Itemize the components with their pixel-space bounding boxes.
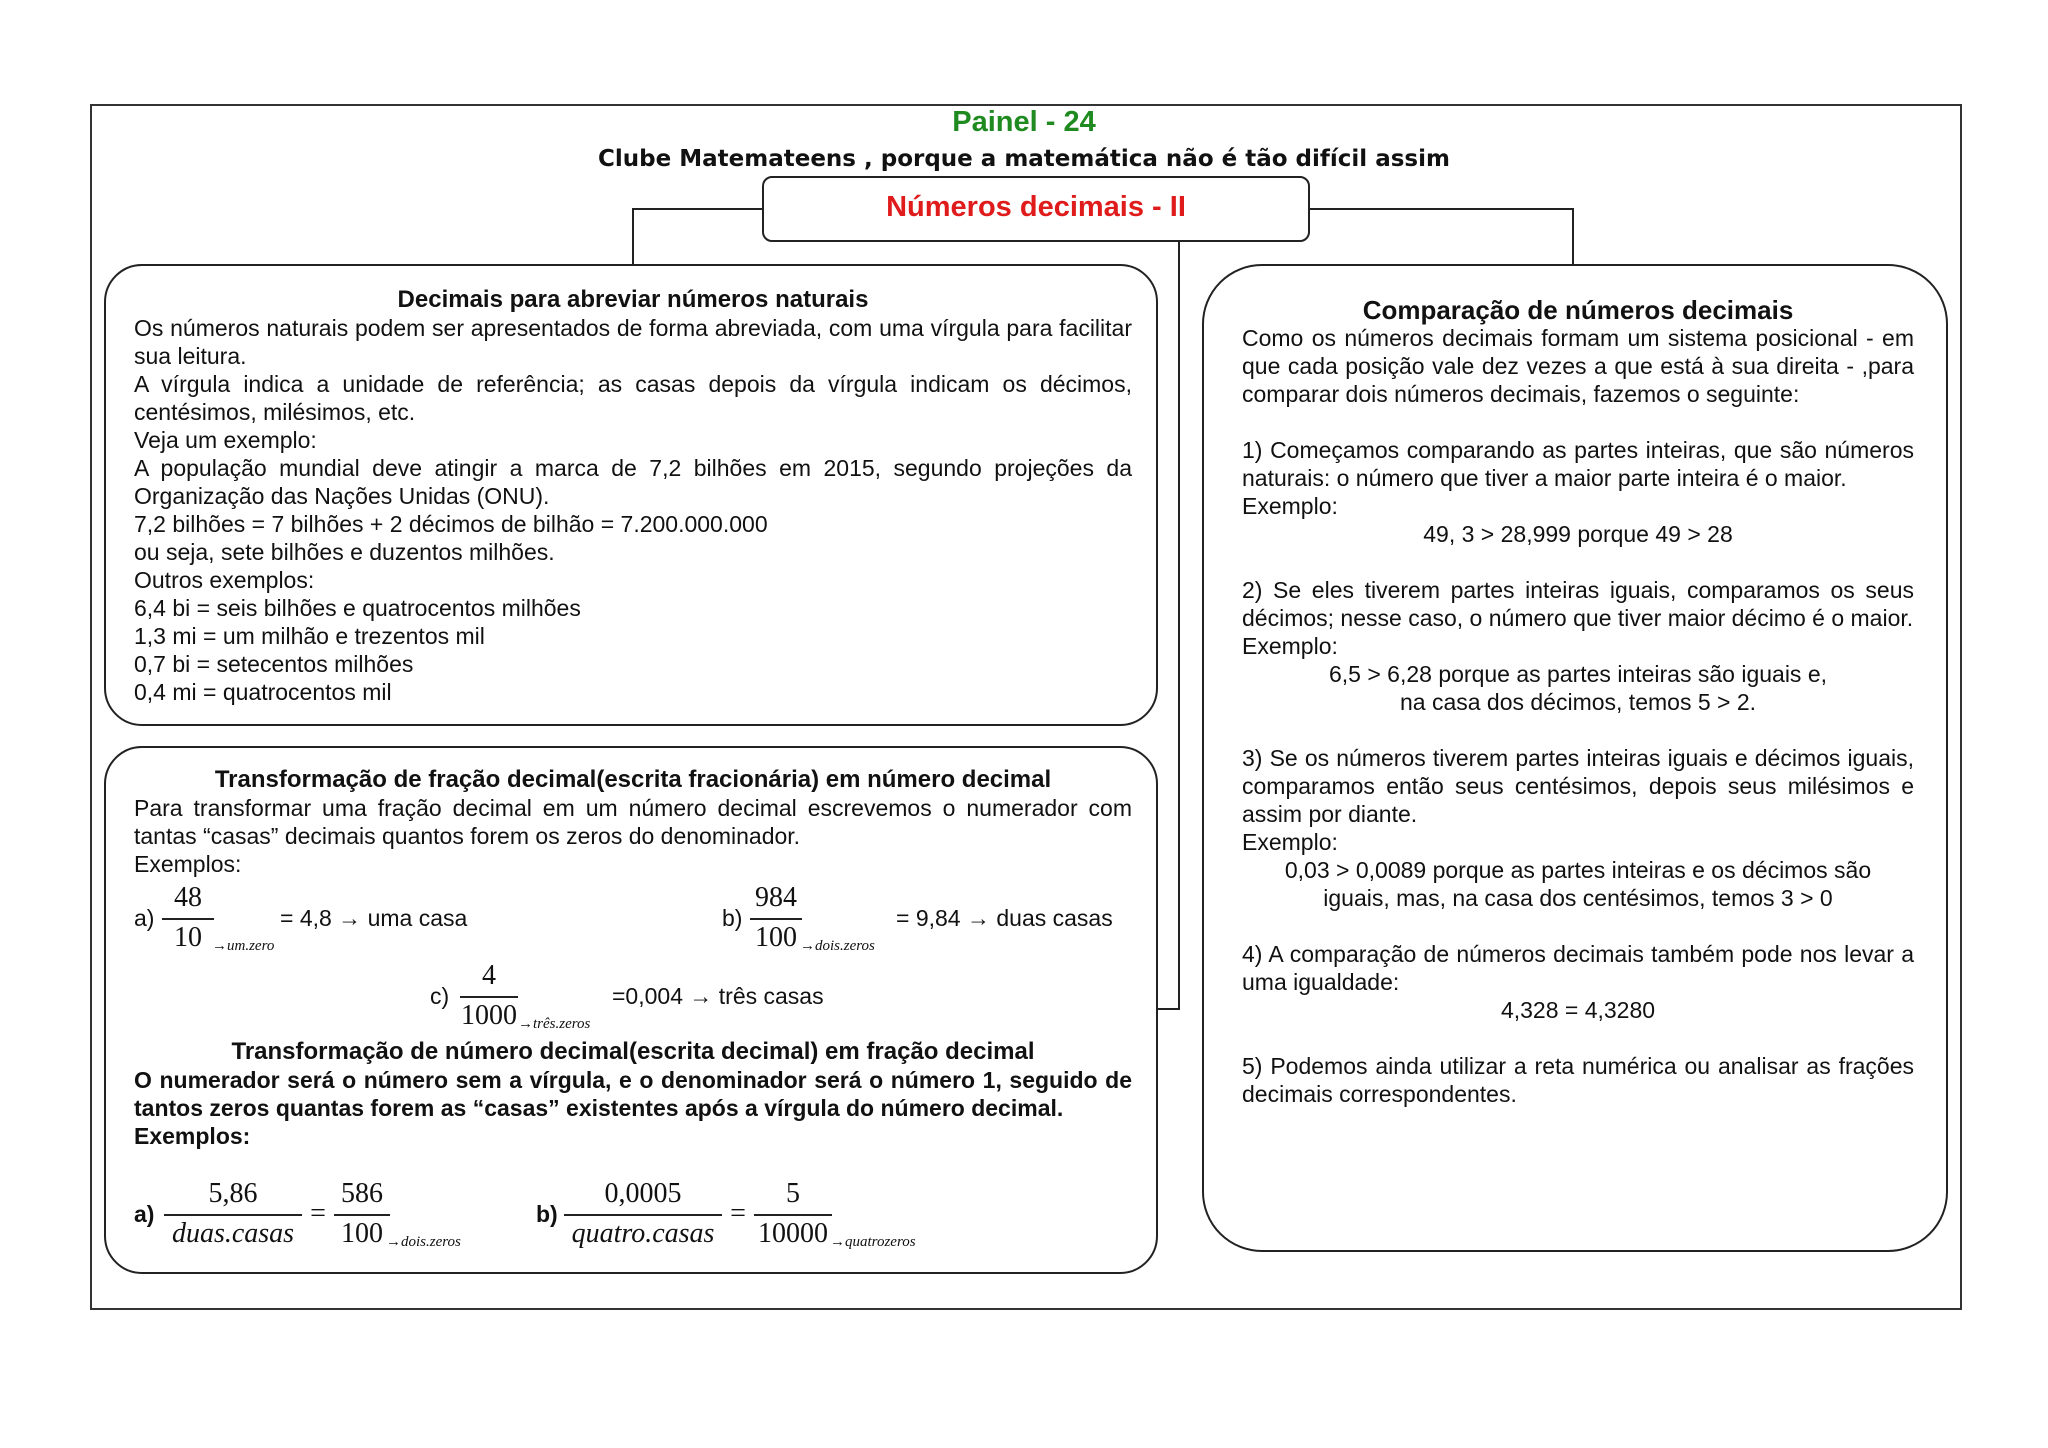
- example-b-label: b): [722, 905, 743, 931]
- fraction-b-denominator: 100: [755, 922, 797, 953]
- box2-p4: Exemplos:: [134, 1123, 251, 1149]
- fraction-a-sub: →um.zero: [212, 938, 275, 954]
- fraction-c-bar: [460, 996, 518, 998]
- fraction-ea: [164, 1178, 464, 1258]
- topic-title: Números decimais - II: [762, 176, 1310, 242]
- box1-p1: Os números naturais podem ser apresentados de forma abreviada, com uma vírgula para facilitar sua leitura.: [134, 315, 1132, 369]
- box3-step3-example-label: Exemplo:: [1242, 829, 1338, 855]
- club-subtitle: Clube Matemateens , porque a matemática não é tão difícil assim: [598, 146, 1450, 172]
- box3-step1: 1) Começamos comparando as partes inteiras, que são números naturais: o número que tiver a maior parte inteira é o maior.: [1242, 437, 1914, 491]
- box2-title2: Transformação de número decimal(escrita decimal) em fração decimal: [231, 1038, 1035, 1065]
- fraction-ea-den2: 100: [341, 1218, 383, 1249]
- example-c-label: c): [430, 983, 450, 1009]
- fraction-eb-den1: quatro.casas: [571, 1218, 715, 1249]
- fraction-b: [748, 882, 908, 962]
- box3-step1-example: 49, 3 > 28,999 porque 49 > 28: [1423, 521, 1733, 547]
- example-eb-label: b): [536, 1201, 558, 1227]
- fraction-b-numerator: 984: [755, 882, 797, 913]
- box1-p2: A vírgula indica a unidade de referência; as casas depois da vírgula indicam os décimos, centésimos, milésimos, etc.: [134, 371, 1132, 425]
- panel-title: Painel - 24: [952, 106, 1096, 138]
- box1-example: 0,4 mi = quatrocentos mil: [134, 679, 392, 705]
- example-b-result: = 9,84 → duas casas: [896, 905, 1113, 931]
- connector-right-h: [1310, 208, 1574, 210]
- box2-p3: O numerador será o número sem a vírgula, e o denominador será o número 1, seguido de tantos zeros quantas forem as “casas” existentes após a vírgula do número decimal.: [134, 1067, 1132, 1121]
- fraction-a-bar: [162, 918, 214, 920]
- box-fraction-to-decimal: [104, 746, 1158, 1274]
- fraction-c-sub: →três.zeros: [518, 1016, 591, 1032]
- box3-title: Comparação de números decimais: [1362, 295, 1794, 325]
- fraction-ea-eq: =: [310, 1198, 326, 1229]
- example-ea-label: a): [134, 1201, 155, 1227]
- connector-center-v: [1178, 242, 1180, 1010]
- box-abbreviate-naturals: [104, 264, 1158, 726]
- fraction-b-sub: →dois.zeros: [800, 938, 875, 954]
- fraction-c-denominator: 1000: [461, 1000, 517, 1031]
- fraction-a-denominator: 10: [174, 922, 202, 953]
- fraction-eb-num2: 5: [786, 1178, 800, 1209]
- box3-step4-example: 4,328 = 4,3280: [1500, 997, 1656, 1023]
- box3-step2-example-line1: 6,5 > 6,28 porque as partes inteiras são iguais e,: [1328, 661, 1827, 687]
- box3-step3-example-line1: 0,03 > 0,0089 porque as partes inteiras e os décimos são: [1284, 857, 1872, 883]
- fraction-eb-den2: 10000: [758, 1218, 828, 1249]
- connector-center-h: [1157, 1008, 1180, 1010]
- box1-title: Decimais para abreviar números naturais: [397, 286, 869, 313]
- box3-step3: 3) Se os números tiverem partes inteiras iguais e décimos iguais, comparamos então seus centésimos, depois seus milésimos e assim por diante.: [1242, 745, 1914, 827]
- box1-p5: 7,2 bilhões = 7 bilhões + 2 décimos de bilhão = 7.200.000.000: [134, 511, 768, 537]
- box1-example: 6,4 bi = seis bilhões e quatrocentos milhões: [134, 595, 581, 621]
- fraction-eb-num1: 0,0005: [604, 1178, 682, 1209]
- fraction-eb-bar2: [754, 1214, 832, 1216]
- box3-step2: 2) Se eles tiverem partes inteiras iguais, comparamos os seus décimos; nesse caso, o número que tiver maior décimo é o maior.: [1242, 577, 1914, 631]
- fraction-ea-num2: 586: [341, 1178, 383, 1209]
- box1-example: 0,7 bi = setecentos milhões: [134, 651, 414, 677]
- box3-step2-example-line2: na casa dos décimos, temos 5 > 2.: [1399, 689, 1757, 715]
- box1-p7: Outros exemplos:: [134, 567, 315, 593]
- box3-step1-example-label: Exemplo:: [1242, 493, 1338, 519]
- box-comparison: [1202, 264, 1948, 1252]
- box2-title: Transformação de fração decimal(escrita fracionária) em número decimal: [214, 766, 1052, 793]
- box1-p3: Veja um exemplo:: [134, 427, 317, 453]
- box1-p6: ou seja, sete bilhões e duzentos milhões.: [134, 539, 555, 565]
- fraction-ea-bar2: [334, 1214, 390, 1216]
- fraction-ea-den1: duas.casas: [171, 1218, 295, 1249]
- fraction-eb-bar1: [564, 1214, 722, 1216]
- box3-intro: Como os números decimais formam um sistema posicional - em que cada posição vale dez vezes a que está à sua direita - ,para comparar dois números decimais, fazemos o seguinte:: [1242, 325, 1914, 407]
- connector-left-h: [632, 208, 762, 210]
- box3-step5: 5) Podemos ainda utilizar a reta numérica ou analisar as frações decimais correspondentes.: [1242, 1053, 1914, 1107]
- connector-left-v: [632, 208, 634, 264]
- fraction-c-numerator: 4: [482, 960, 496, 991]
- fraction-ea-num1: 5,86: [208, 1178, 258, 1209]
- box3-step4: 4) A comparação de números decimais também pode nos levar a uma igualdade:: [1242, 941, 1914, 995]
- fraction-eb-eq: =: [730, 1198, 746, 1229]
- connector-right-v: [1572, 208, 1574, 264]
- box3-step3-example-line2: iguais, mas, na casa dos centésimos, temos 3 > 0: [1323, 885, 1833, 911]
- box3-step2-example-label: Exemplo:: [1242, 633, 1338, 659]
- box2-p2: Exemplos:: [134, 851, 242, 877]
- example-c-result: =0,004 → três casas: [612, 983, 824, 1009]
- box1-p4: A população mundial deve atingir a marca de 7,2 bilhões em 2015, segundo projeções da Organização das Nações Unidas (ONU).: [134, 455, 1132, 509]
- fraction-ea-bar1: [164, 1214, 302, 1216]
- example-a-label: a): [134, 905, 155, 931]
- example-a-result: = 4,8 → uma casa: [280, 905, 468, 931]
- fraction-a-numerator: 48: [174, 882, 202, 913]
- fraction-eb-sub2: →quatrozeros: [830, 1234, 916, 1250]
- fraction-c: [458, 960, 638, 1040]
- box1-example: 1,3 mi = um milhão e trezentos mil: [134, 623, 485, 649]
- fraction-ea-sub2: →dois.zeros: [386, 1234, 461, 1250]
- fraction-b-bar: [750, 918, 802, 920]
- fraction-eb: [564, 1178, 944, 1258]
- box2-p1: Para transformar uma fração decimal em um número decimal escrevemos o numerador com tantas “casas” decimais quantos forem os zeros do denominador.: [134, 795, 1132, 849]
